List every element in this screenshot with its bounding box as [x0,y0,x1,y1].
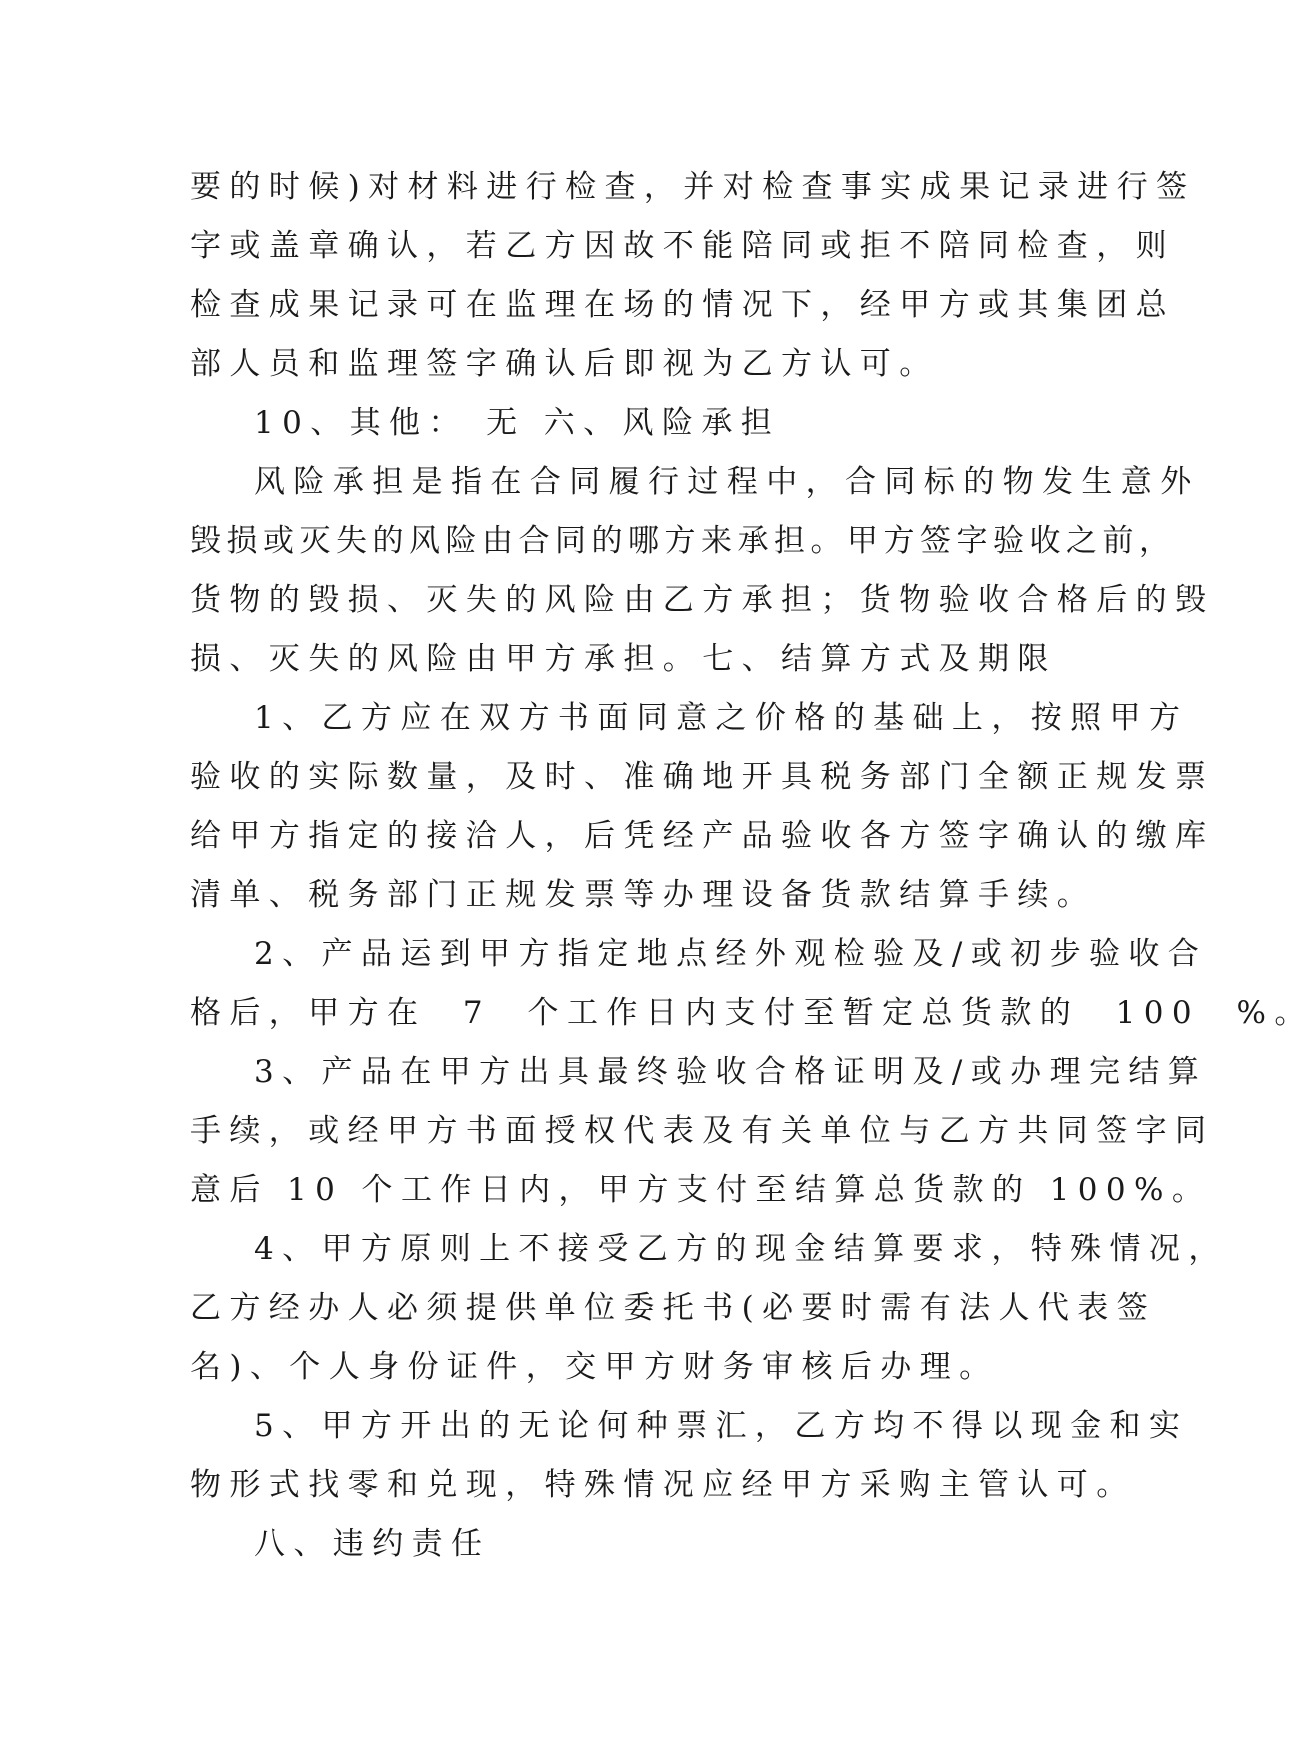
body-text-line: 乙方经办人必须提供单位委托书(必要时需有法人代表签 [190,1290,1157,1326]
section-heading-line: 10、其他： 无 六、风险承担 [254,405,781,441]
body-text-line: 给甲方指定的接洽人，后凭经产品验收各方签字确认的缴库 [190,818,1215,854]
paragraph-first-line: 5、甲方开出的无论何种票汇，乙方均不得以现金和实 [254,1408,1189,1444]
paragraph-first-line: 1、乙方应在双方书面同意之价格的基础上，按照甲方 [254,700,1189,736]
body-text-line: 检查成果记录可在监理在场的情况下，经甲方或其集团总 [190,287,1175,323]
paragraph-first-line: 风险承担是指在合同履行过程中，合同标的物发生意外 [254,464,1200,500]
section-heading-line: 八、违约责任 [254,1526,491,1562]
body-text-line: 字或盖章确认，若乙方因故不能陪同或拒不陪同检查，则 [190,228,1175,264]
paragraph-first-line: 3、产品在甲方出具最终验收合格证明及/或办理完结算 [254,1054,1208,1090]
body-text-line: 损、灭失的风险由甲方承担。七、结算方式及期限 [190,641,1057,677]
body-text-line: 清单、税务部门正规发票等办理设备货款结算手续。 [190,877,1097,913]
paragraph-first-line: 4、甲方原则上不接受乙方的现金结算要求，特殊情况， [254,1231,1228,1267]
document-page [190,158,1314,1574]
paragraph-first-line: 2、产品运到甲方指定地点经外观检验及/或初步验收合 [254,936,1208,972]
body-text-line: 手续，或经甲方书面授权代表及有关单位与乙方共同签字同 [190,1113,1215,1149]
body-text-line: 意后 10 个工作日内，甲方支付至结算总货款的 100%。 [190,1172,1212,1208]
body-text-line: 货物的毁损、灭失的风险由乙方承担；货物验收合格后的毁 [190,582,1215,618]
body-text-line: 毁损或灭失的风险由合同的哪方来承担。甲方签字验收之前， [190,523,1176,559]
body-text-line: 物形式找零和兑现，特殊情况应经甲方采购主管认可。 [190,1467,1136,1503]
body-text-line: 名)、个人身份证件，交甲方财务审核后办理。 [190,1349,999,1385]
body-text-line: 格后，甲方在 7 个工作日内支付至暂定总货款的 100 %。 [190,995,1314,1031]
body-text-line: 验收的实际数量，及时、准确地开具税务部门全额正规发票 [190,759,1215,795]
body-text-line: 要的时候)对材料进行检查，并对检查事实成果记录进行签 [190,169,1196,205]
body-text-line: 部人员和监理签字确认后即视为乙方认可。 [190,346,939,382]
